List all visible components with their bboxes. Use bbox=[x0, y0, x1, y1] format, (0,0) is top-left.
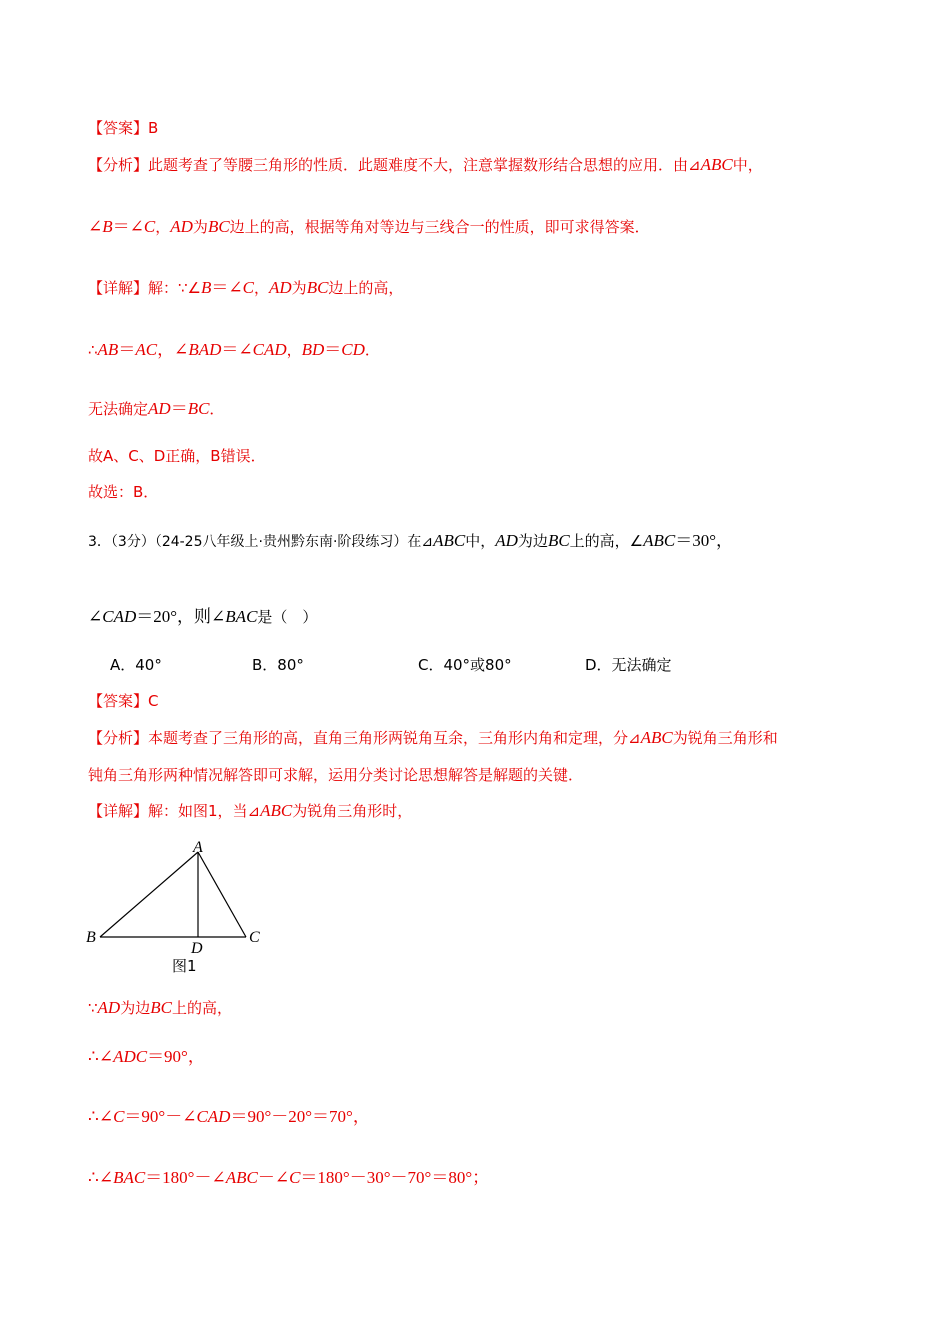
therefore-symbol: ∴ bbox=[88, 341, 98, 359]
question-3-line-1 bbox=[88, 530, 733, 553]
analysis-text: 【分析】本题考查了三角形的高，直角三角形两锐角互余，三角形内角和定理，分⊿ bbox=[88, 729, 641, 747]
math-var: CAD bbox=[102, 607, 137, 626]
math-symbol: ∠ bbox=[88, 607, 103, 626]
detail-3-line-3 bbox=[88, 1046, 205, 1068]
math-var: ABC bbox=[225, 1168, 258, 1187]
detail-line-1 bbox=[88, 277, 403, 299]
detail-text: 为边 bbox=[120, 999, 151, 1017]
math-var: CAD bbox=[196, 1107, 231, 1126]
label-a: A bbox=[193, 839, 203, 856]
analysis-text: 为 bbox=[192, 218, 208, 236]
math-var: B bbox=[102, 217, 113, 236]
detail-text: 为锐角三角形时， bbox=[292, 802, 413, 820]
math-symbol: ∴∠ bbox=[88, 1047, 114, 1066]
math-var: BC bbox=[150, 998, 172, 1017]
math-var: CAD bbox=[252, 340, 287, 359]
detail-3-line-4 bbox=[88, 1106, 370, 1128]
option-b[interactable]: B．80° bbox=[252, 656, 304, 674]
math-symbol: ＝90°－∠ bbox=[124, 1107, 197, 1126]
math-var: ABC bbox=[643, 531, 676, 550]
analysis-text: 边上的高，根据等角对等边与三线合一的性质，即可求得答案． bbox=[229, 218, 650, 236]
detail-line-5: 故选：B． bbox=[88, 483, 159, 501]
math-symbol: ＝∠ bbox=[221, 340, 253, 359]
math-var: C bbox=[113, 1107, 125, 1126]
answer-tag: 【答案】 bbox=[88, 692, 149, 710]
detail-text: 【详解】解：∵∠ bbox=[88, 279, 201, 297]
analysis-text: 为锐角三角形和 bbox=[672, 729, 778, 747]
math-symbol: ，∠ bbox=[157, 340, 189, 359]
math-symbol: ＝∠ bbox=[211, 278, 243, 297]
math-var: BC bbox=[306, 278, 329, 297]
answer-value: B bbox=[148, 119, 159, 137]
answer-3-line bbox=[88, 690, 159, 712]
math-symbol: ＝90°， bbox=[147, 1047, 205, 1066]
math-var: B bbox=[201, 278, 212, 297]
detail-text: ． bbox=[209, 400, 225, 418]
figure-1 bbox=[84, 836, 274, 978]
answer-value: C bbox=[148, 692, 159, 710]
math-var: ABC bbox=[260, 801, 293, 820]
option-a[interactable]: A．40° bbox=[110, 656, 162, 674]
label-b: B bbox=[86, 929, 96, 946]
detail-text: 【详解】解：如图1，当⊿ bbox=[88, 802, 261, 820]
detail-line-2 bbox=[88, 339, 380, 361]
math-var: ABC bbox=[433, 531, 466, 550]
answer-tag: 【答案】 bbox=[88, 119, 149, 137]
math-symbol: ＝90°－20°＝70°， bbox=[230, 1107, 370, 1126]
segment-ac bbox=[198, 852, 246, 937]
detail-3-line-5 bbox=[88, 1167, 489, 1189]
detail-line-3 bbox=[88, 398, 224, 420]
detail-text: 为 bbox=[291, 279, 307, 297]
option-d[interactable]: D．无法确定 bbox=[585, 656, 672, 674]
math-var: BC bbox=[207, 217, 230, 236]
analysis-text: 中， bbox=[732, 156, 763, 174]
figure-caption: 图1 bbox=[172, 957, 197, 975]
analysis-line-1 bbox=[88, 154, 763, 176]
math-symbol: ＝20°，则∠ bbox=[136, 607, 226, 626]
math-var: CD bbox=[341, 340, 365, 359]
math-symbol: ＝180°－∠ bbox=[145, 1168, 226, 1187]
analysis-3-line-2: 钝角三角形两种情况解答即可求解，运用分类讨论思想解答是解题的关键． bbox=[88, 766, 584, 784]
detail-3-line-1 bbox=[88, 800, 412, 822]
detail-line-4: 故A、C、D正确，B错误． bbox=[88, 447, 266, 465]
math-var: C bbox=[242, 278, 254, 297]
math-var: BD bbox=[301, 340, 325, 359]
math-var: AD bbox=[495, 531, 518, 550]
segment-ab bbox=[100, 852, 198, 937]
math-var: AD bbox=[269, 278, 292, 297]
detail-text: ， bbox=[286, 341, 302, 359]
question-text: 为边 bbox=[517, 532, 548, 550]
math-symbol: －∠ bbox=[257, 1168, 290, 1187]
math-symbol: ＝ bbox=[324, 340, 342, 359]
option-c[interactable]: C．40°或80° bbox=[418, 656, 512, 674]
question-3-line-2 bbox=[88, 606, 317, 628]
math-symbol: ＝180°－30°－70°＝80°； bbox=[300, 1168, 490, 1187]
math-symbol: ∠ bbox=[88, 217, 103, 236]
math-symbol: ∴∠ bbox=[88, 1168, 114, 1187]
math-var: ADC bbox=[113, 1047, 148, 1066]
math-var: BAC bbox=[225, 607, 258, 626]
math-var: ABC bbox=[640, 728, 673, 747]
analysis-line-2 bbox=[88, 216, 650, 238]
question-text: 上的高，∠ bbox=[569, 532, 644, 550]
math-var: AB bbox=[97, 340, 119, 359]
math-var: AD bbox=[170, 217, 193, 236]
analysis-text: ， bbox=[155, 218, 171, 236]
math-var: AD bbox=[97, 998, 121, 1017]
detail-text: ． bbox=[364, 341, 380, 359]
math-var: AC bbox=[135, 340, 158, 359]
detail-text: ， bbox=[253, 279, 269, 297]
math-symbol: ＝30°， bbox=[675, 531, 734, 550]
detail-text: 无法确定 bbox=[88, 400, 149, 418]
math-symbol: ＝∠ bbox=[112, 217, 144, 236]
math-var: BC bbox=[187, 399, 210, 418]
question-text: 是（ ） bbox=[257, 608, 318, 626]
analysis-3-line-1 bbox=[88, 727, 778, 749]
math-var: BAC bbox=[113, 1168, 146, 1187]
because-symbol: ∵ bbox=[88, 999, 98, 1017]
math-symbol: ∴∠ bbox=[88, 1107, 114, 1126]
math-var: BAD bbox=[188, 340, 222, 359]
detail-text: 边上的高， bbox=[328, 279, 404, 297]
math-symbol: ＝ bbox=[118, 340, 136, 359]
question-text: 中， bbox=[465, 532, 496, 550]
detail-3-line-2 bbox=[88, 997, 232, 1019]
math-triangle: ABC bbox=[700, 155, 733, 174]
math-var: C bbox=[143, 217, 156, 236]
math-var: BC bbox=[547, 531, 570, 550]
analysis-text: 【分析】此题考查了等腰三角形的性质．此题难度不大，注意掌握数形结合思想的应用．由⊿ bbox=[88, 156, 701, 174]
label-d: D bbox=[191, 940, 203, 957]
label-c: C bbox=[249, 929, 260, 946]
math-var: C bbox=[289, 1168, 301, 1187]
detail-text: 上的高， bbox=[171, 999, 232, 1017]
answer-line bbox=[88, 117, 158, 139]
math-var: AD bbox=[148, 399, 171, 418]
question-text: 3．（3分）（24-25八年级上·贵州黔东南·阶段练习）在⊿ bbox=[88, 534, 434, 550]
math-symbol: ＝ bbox=[170, 399, 188, 418]
